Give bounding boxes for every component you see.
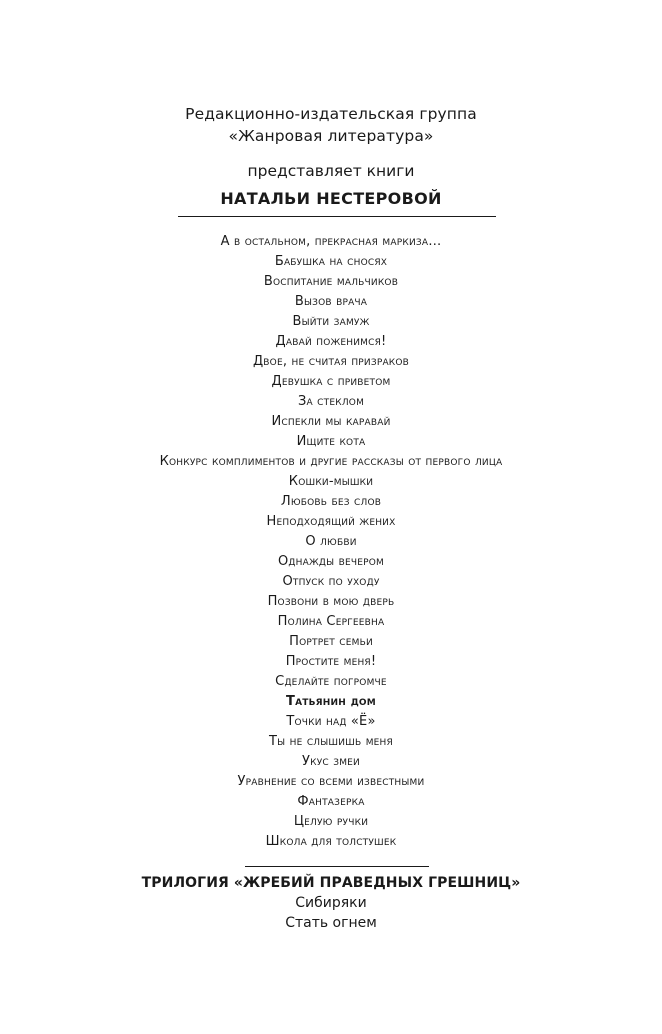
book-title: Кошки-мышки: [288, 474, 374, 489]
book-title: Неподходящий жених: [266, 514, 396, 529]
trilogy-book-title: Стать огнем: [285, 915, 377, 931]
book-title-featured: Татьянин дом: [286, 694, 376, 709]
book-title: Выйти замуж: [292, 314, 370, 329]
book-title: Любовь без слов: [280, 494, 382, 509]
book-title: Фантазерка: [297, 794, 365, 809]
book-title: А в остальном, прекрасная маркиза…: [220, 234, 442, 249]
book-title: Испекли мы каравай: [271, 414, 391, 429]
book-title: Простите меня!: [285, 654, 377, 669]
book-title: Сделайте погромче: [275, 674, 387, 689]
book-title: Портрет семьи: [289, 634, 373, 649]
book-title: Укус змеи: [302, 754, 360, 769]
book-title-list: [0, 232, 662, 852]
publisher-name: Редакционно-издательская группа: [185, 105, 477, 123]
book-title: Полина Сергеевна: [277, 614, 385, 629]
book-title: Конкурс комплиментов и другие рассказы от первого лица: [159, 454, 503, 469]
presents-line: представляет книги: [247, 162, 415, 180]
book-title: О любви: [305, 534, 357, 549]
book-title: Позвони в мою дверь: [267, 594, 395, 609]
book-title: Воспитание мальчиков: [263, 274, 399, 289]
book-title: Целую ручки: [293, 814, 369, 829]
book-title: Ты не слышишь меня: [269, 734, 393, 749]
publisher-imprint: «Жанровая литература»: [228, 127, 434, 145]
trilogy-book-list: [0, 893, 662, 933]
author-divider: [178, 216, 496, 217]
book-title: За стеклом: [297, 394, 365, 409]
book-title: Давай поженимся!: [275, 334, 387, 349]
trilogy-book-title: Сибиряки: [295, 895, 367, 911]
book-title: Девушка с приветом: [271, 374, 391, 389]
book-title: Бабушка на сносях: [274, 254, 388, 269]
book-title: Уравнение со всеми известными: [237, 774, 425, 789]
book-title: Точки над «Ё»: [286, 714, 376, 729]
book-title: Однажды вечером: [278, 554, 384, 569]
trilogy-divider: [245, 866, 429, 867]
publisher-block: [0, 103, 662, 147]
book-title: Вызов врача: [294, 294, 368, 309]
author-name: НАТАЛЬИ НЕСТЕРОВОЙ: [220, 189, 442, 208]
trilogy-title: ТРИЛОГИЯ «ЖРЕБИЙ ПРАВЕДНЫХ ГРЕШНИЦ»: [141, 875, 521, 891]
book-title: Отпуск по уходу: [282, 574, 380, 589]
book-title: Двое, не считая призраков: [252, 354, 410, 369]
book-title: Ищите кота: [296, 434, 366, 449]
book-title: Школа для толстушек: [265, 834, 397, 849]
